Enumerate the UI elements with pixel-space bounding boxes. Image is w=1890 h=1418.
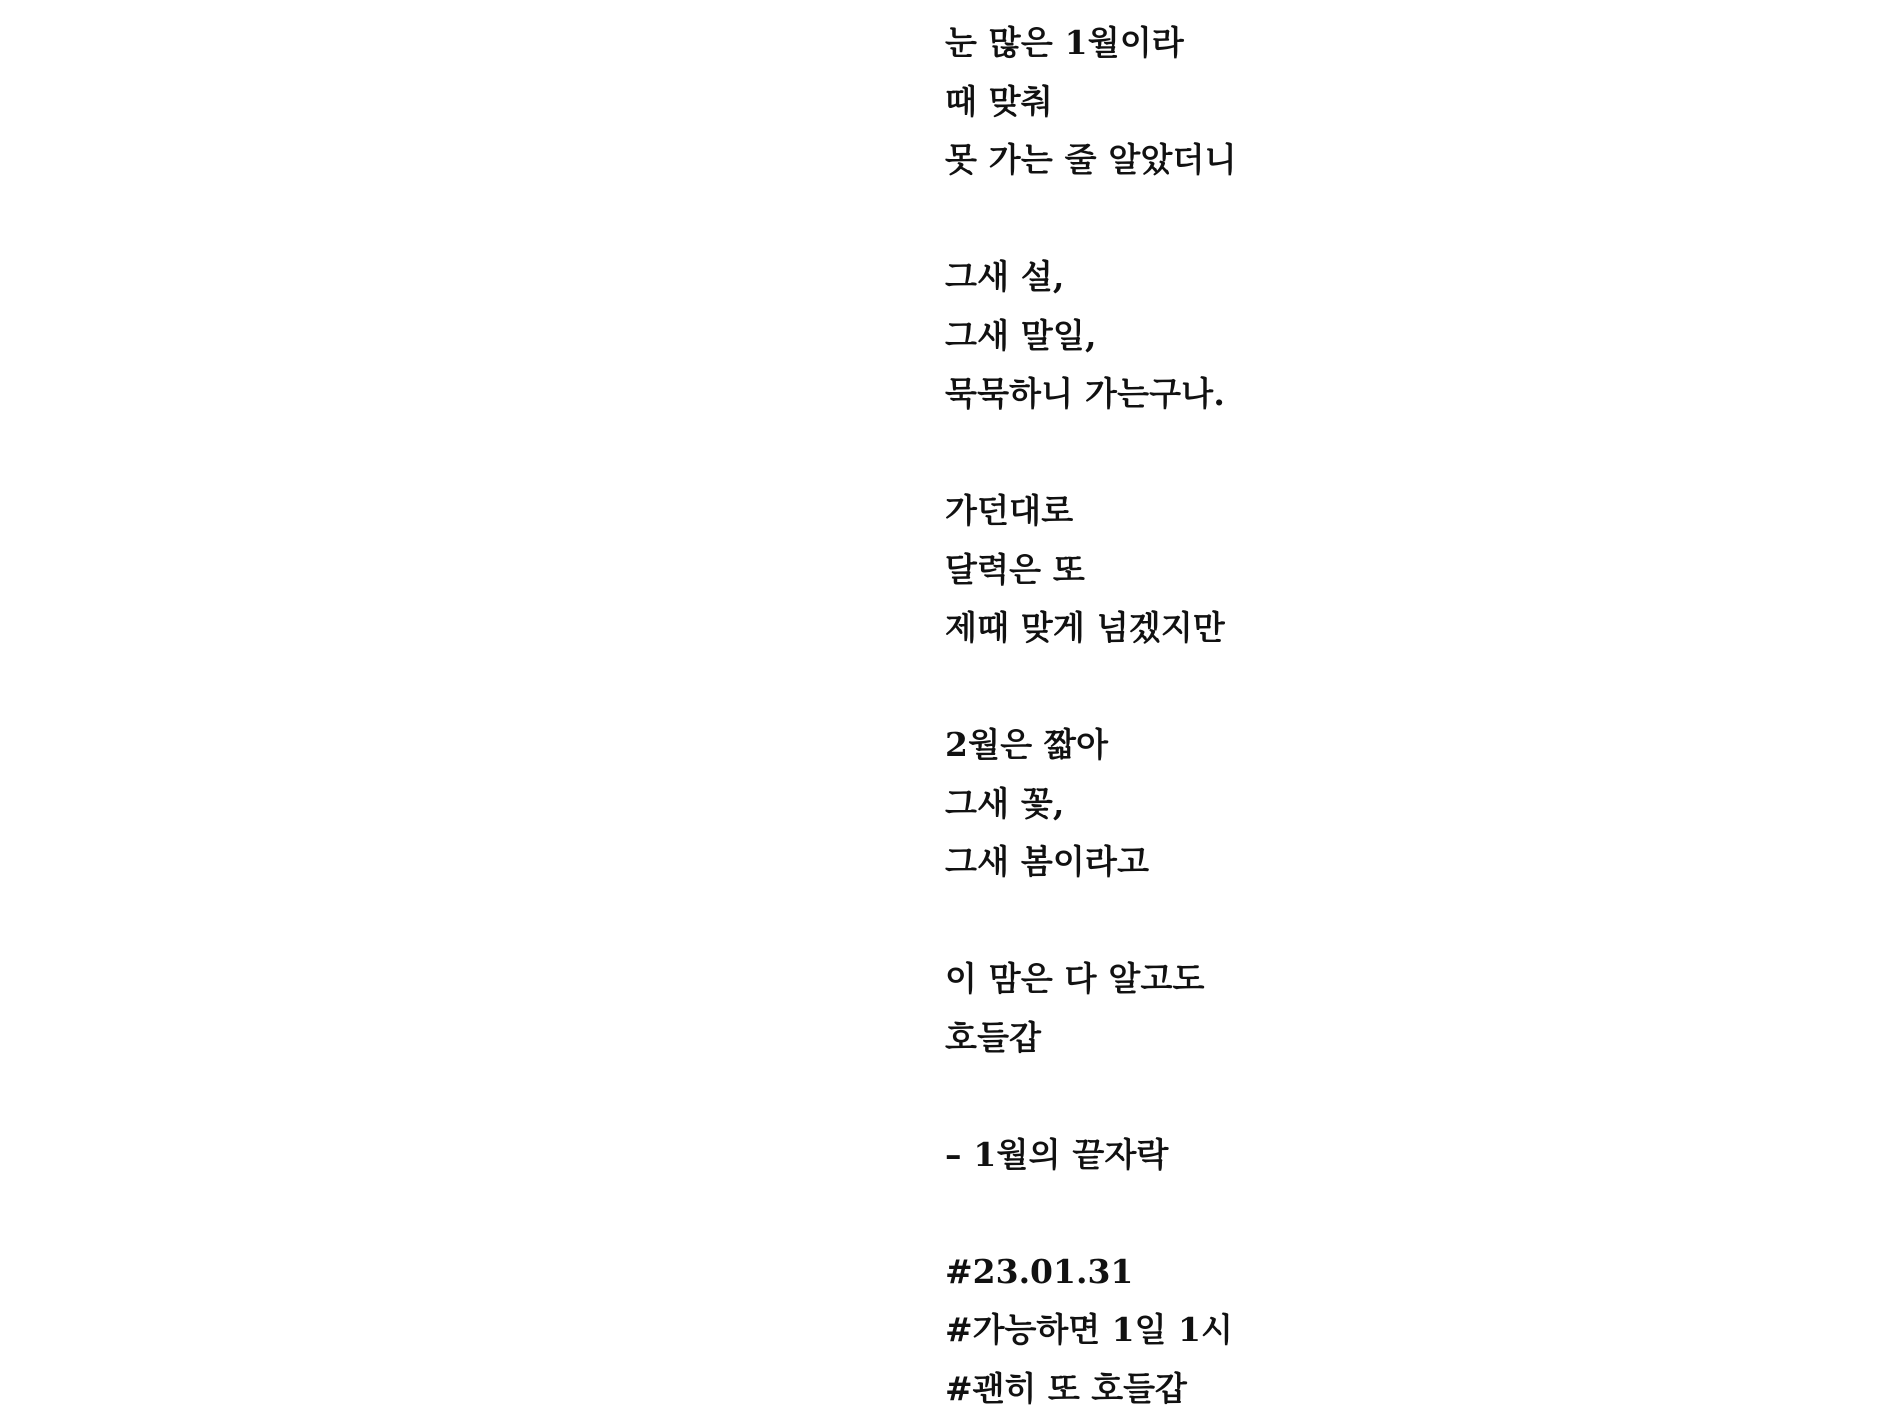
- poem-line: 제때 맞게 넘겠지만: [945, 599, 1845, 658]
- poem-line: 이 맘은 다 알고도: [945, 950, 1845, 1009]
- hashtag-list: [945, 1243, 1845, 1418]
- stanza-gap: [945, 892, 1845, 951]
- poem-line: 가던대로: [945, 482, 1845, 541]
- poem-line: 그새 꽃,: [945, 775, 1845, 834]
- stanza: [945, 482, 1845, 658]
- poem-line: 그새 설,: [945, 248, 1845, 307]
- poem-line: 2월은 짧아: [945, 716, 1845, 775]
- poem-line: 호들갑: [945, 1009, 1845, 1068]
- stanza: [945, 14, 1845, 190]
- poem-line: 못 가는 줄 알았더니: [945, 131, 1845, 190]
- poem-line: 때 맞춰: [945, 73, 1845, 132]
- poem-line: 묵묵하니 가는구나.: [945, 365, 1845, 424]
- poem: [945, 14, 1845, 1418]
- poem-line: 달력은 또: [945, 541, 1845, 600]
- stanza-gap: [945, 1184, 1845, 1243]
- poem-title-line: – 1월의 끝자락: [945, 1126, 1845, 1185]
- stanza: [945, 950, 1845, 1067]
- stanza: [945, 716, 1845, 892]
- stanza: [945, 248, 1845, 424]
- poem-line: 그새 봄이라고: [945, 833, 1845, 892]
- hashtag: #23.01.31: [945, 1243, 1845, 1302]
- stanza-gap: [945, 658, 1845, 717]
- stanza-gap: [945, 1067, 1845, 1126]
- stanza-gap: [945, 424, 1845, 483]
- stanza-gap: [945, 190, 1845, 249]
- hashtag: #괜히 또 호들갑: [945, 1360, 1845, 1418]
- poem-line: 그새 말일,: [945, 307, 1845, 366]
- poem-line: 눈 많은 1월이라: [945, 14, 1845, 73]
- hashtag: #가능하면 1일 1시: [945, 1301, 1845, 1360]
